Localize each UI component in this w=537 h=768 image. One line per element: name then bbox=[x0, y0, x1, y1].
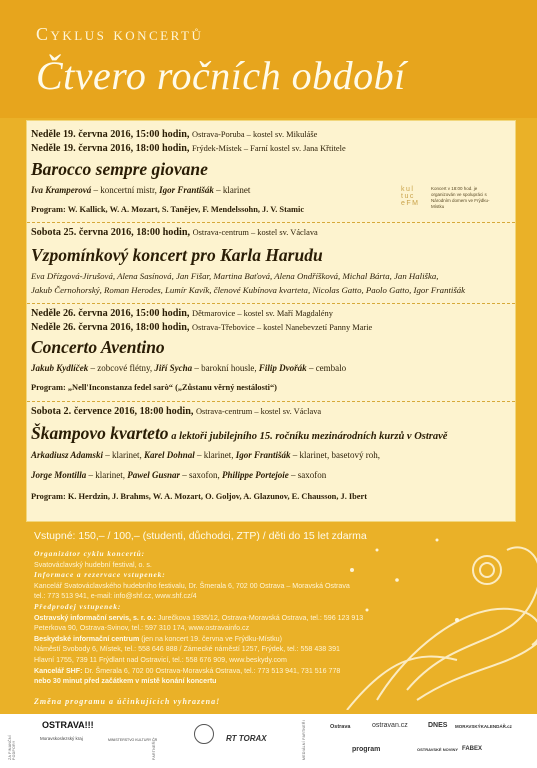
kultura-fm-note: kul tuc eFM Koncert v 18:00 hod. je organizován ve spolupráci s Národním domem ve Frýdku-Místku bbox=[401, 186, 501, 207]
seal-icon bbox=[194, 724, 214, 744]
performers: Iva Kramperová – koncertní mistr, Igor Františák – klarinet bbox=[31, 185, 251, 195]
concert-date: Neděle 19. června 2016, 18:00 hodin, Frýdek-Místek – Farní kostel sv. Jana Křtitele bbox=[31, 143, 346, 154]
prices: Vstupné: 150,– / 100,– (studenti, důchodci, ZTP) / děti do 15 let zdarma bbox=[34, 530, 367, 542]
concert-title: Concerto Aventino bbox=[31, 337, 165, 357]
contact-link[interactable]: tel.: 773 513 941, e-mail: info@shf.cz, www.shf.cz/4 bbox=[34, 592, 197, 601]
program-line: Program: K. Herdzin, J. Brahms, W. A. Mozart, O. Goljov, A. Glazunov, E. Chausson, J. Ibert bbox=[31, 492, 368, 501]
logo-kalendar: MORAVSKÝKALENDÁŘ.cz bbox=[455, 724, 512, 729]
ensemble-list: Eva Dřízgová-Jirušová, Alena Sasínová, Jan Fišar, Martina Baťová, Alena Ondříšková, Michal Bárta, Jan Hališka, Jakub Černohorský, Roman Herodes, Lumír Kavík, členové Kubínova kvarteta, Nicolas Gatto, Paolo Gatto, Igor Františák bbox=[31, 271, 466, 295]
logo-fabex: FABEX bbox=[462, 746, 483, 752]
sponsor-footer: ZA FINANČNÍ PODPORY OSTRAVA!!! Moravskoslezský kraj MINISTERSTVO KULTURY ČR PARTNEŘI RT TORAX MEDIÁLNÍ PARTNEŘI Ostrava ostravan.cz DNES MORAVSKÝKALENDÁŘ.cz program OSTRAVSKÉ NOVINY FABEX bbox=[0, 714, 537, 768]
logo-ostrava: OSTRAVA!!! bbox=[42, 720, 94, 730]
series-heading: Cyklus koncertů bbox=[36, 24, 204, 44]
concert-date: Sobota 25. června 2016, 18:00 hodin, Ostrava-centrum – kostel sv. Václava bbox=[31, 227, 318, 238]
logo-ostravan: ostravan.cz bbox=[372, 722, 408, 729]
logo-ostrava-city: Ostrava bbox=[330, 724, 351, 730]
divider bbox=[27, 401, 515, 402]
concert-title: Škampovo kvarteto a lektoři jubilejního 15. ročníku mezinárodních kurzů v Ostravě bbox=[31, 423, 448, 443]
info-block: Organizátor cyklu koncertů: Svatováclavský hudební festival, o. s. Informace a rezervace vstupenek: Kancelář Svatováclavského hudebního festivalu, Dr. Šmerala 6, 702 00 Ostrava – Moravská Ostrava tel.: 773 513 941, e-mail: info@shf.cz, www.shf.cz/4 Předprodej vstupenek: Ostravský informační servis, s. r. o.: Jurečkova 1935/12, Ostrava-Moravská Ostrava, tel.: 596 123 913 Peterkova 90, Ostrava-Svinov, tel.: 597 310 174, www.ostravainfo.cz Beskydské informační centrum (jen na koncert 19. června ve Frýdku-Místku) Náměstí Svobody 6, Místek, tel.: 558 646 888 / Zámecké náměstí 1257, Frýdek, tel.: 558 438 391 Hlavní 1755, 739 11 Frýdlant nad Ostravicí, tel.: 558 676 909, www.beskydy.com Kancelář SHF: Dr. Šmerala 6, 702 00 Ostrava-Moravská Ostrava, tel.: 773 513 941, 731 516 778 nebo 30 minut před začátkem v místě konání koncertu bbox=[34, 549, 434, 687]
concert-date: Neděle 26. června 2016, 15:00 hodin, Dětmarovice – kostel sv. Maří Magdalény bbox=[31, 308, 333, 319]
kultura-logo: kul tuc eFM bbox=[401, 186, 420, 207]
concert-date: Neděle 26. června 2016, 18:00 hodin, Ostrava-Třebovice – kostel Nanebevzetí Panny Marie bbox=[31, 322, 373, 333]
performers: Jakub Kydlíček – zobcové flétny, Jiří Sycha – barokní housle, Filip Dvořák – cembalo bbox=[31, 363, 347, 373]
logo-ministry: MINISTERSTVO KULTURY ČR bbox=[108, 738, 158, 742]
performers: Arkadiusz Adamski – klarinet, Karel Dohnal – klarinet, Igor Františák – klarinet, basetový roh, bbox=[31, 450, 380, 460]
program-line: Program: „Nell'Inconstanza fedel sarò“ („Zůstanu věrný nestálosti“) bbox=[31, 383, 277, 392]
concert-title: Vzpomínkový koncert pro Karla Harudu bbox=[31, 245, 323, 265]
logo-program: program bbox=[352, 746, 381, 753]
divider bbox=[27, 222, 515, 223]
concert-date: Sobota 2. července 2016, 18:00 hodin, Ostrava-centrum – kostel sv. Václava bbox=[31, 406, 322, 417]
logo-rt-torax: RT TORAX bbox=[226, 734, 267, 743]
page-title: Čtvero ročních období bbox=[36, 53, 406, 98]
change-notice: Změna programu a účinkujících vyhrazena! bbox=[34, 697, 221, 706]
divider bbox=[27, 303, 515, 304]
performers: Jorge Montilla – klarinet, Pawel Gusnar – saxofon, Philippe Portejoie – saxofon bbox=[31, 470, 327, 480]
logo-noviny: OSTRAVSKÉ NOVINY bbox=[417, 747, 459, 752]
logo-region: Moravskoslezský kraj bbox=[40, 736, 83, 741]
logo-dnes: DNES bbox=[428, 722, 448, 729]
concert-title: Barocco sempre giovane bbox=[31, 159, 208, 179]
program-panel bbox=[26, 120, 516, 522]
program-line: Program: W. Kallick, W. A. Mozart, S. Tanějev, F. Mendelssohn, J. V. Stamic bbox=[31, 205, 305, 214]
concert-date: Neděle 19. června 2016, 15:00 hodin, Ostrava-Poruba – kostel sv. Mikuláše bbox=[31, 129, 318, 140]
